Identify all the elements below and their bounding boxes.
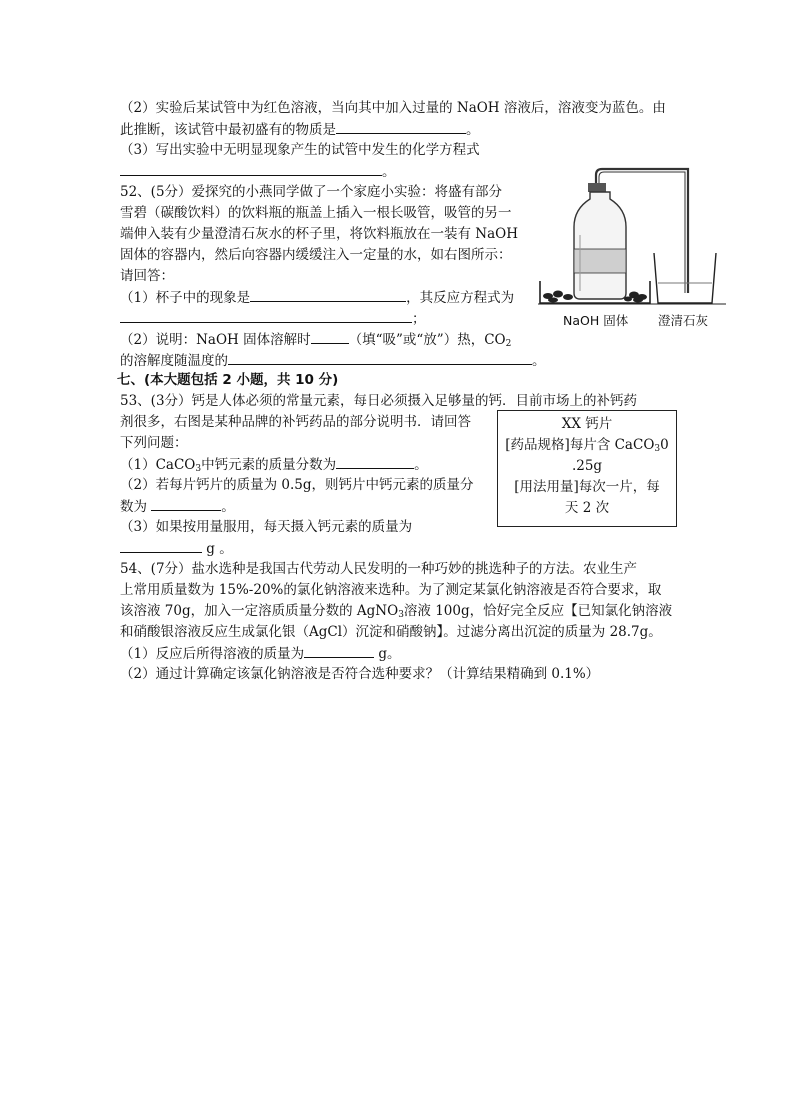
q52-part1: （1）杯子中的现象是 ，其反应方程式为: [120, 287, 514, 308]
section-7-title: 七、(本大题包括 2 小题，共 10 分): [117, 372, 339, 388]
tablet-title: XX 钙片: [561, 416, 613, 432]
experiment-figure: [538, 165, 728, 335]
q51-answer-blank[interactable]: [336, 119, 466, 134]
q51-equation-blank[interactable]: [120, 161, 382, 176]
q53-part2: （2）若每片钙片的质量为 0.5g，则钙片中钙元素的质量分: [120, 477, 474, 493]
q51-part3-line2: 。: [120, 161, 396, 182]
q53-calcium-fraction-blank[interactable]: [151, 496, 221, 511]
tablet-usage-cont: 天 2 次: [564, 500, 610, 516]
calcium-tablet-label-box: [497, 410, 677, 527]
tablet-usage: [用法用量]每次一片，每: [514, 479, 660, 495]
limewater-label: 澄清石灰: [658, 313, 709, 328]
q53-daily-mass-blank[interactable]: [120, 538, 202, 553]
q52-line3: 端伸入装有少量澄清石灰水的杯子里，将饮料瓶放在一装有 NaOH: [120, 226, 518, 242]
tablet-spec-cont: .25g: [571, 458, 603, 474]
bottle-apparatus-illustration: [538, 165, 728, 315]
q54-line3: 该溶液 70g，加入一定溶质质量分数的 AgNO$_3$溶液 100g，恰好完全反应【已知氯化钠溶液: [120, 603, 673, 620]
q52-heat-blank[interactable]: [311, 329, 349, 344]
q53-line1: 53、(3分）钙是人体必须的常量元素，每日必须摄入足够量的钙．目前市场上的补钙药: [120, 393, 638, 409]
q51-part2-text: 此推断，该试管中最初盛有的物质是: [120, 122, 336, 138]
q54-solution-mass-blank[interactable]: [304, 643, 374, 658]
q53-part3: （3）如果按用量服用，每天摄入钙元素的质量为: [120, 519, 413, 535]
q53-part2-line2: 数为 。: [120, 496, 235, 517]
tablet-spec: [药品规格]每片含 CaCO$_3$0: [505, 437, 669, 454]
q54-part1: （1）反应后所得溶液的质量为 g。: [120, 643, 401, 664]
q52-part3: 的溶解度随温度的 。: [120, 350, 546, 371]
q54-line1: 54、(7分）盐水选种是我国古代劳动人民发明的一种巧妙的挑选种子的方法。农业生产: [120, 561, 638, 577]
q52-line1: 52、(5分）爱探究的小燕同学做了一个家庭小实验：将盛有部分: [120, 184, 503, 200]
q51-part2-line2: 此推断，该试管中最初盛有的物质是 。: [120, 119, 480, 140]
q52-part2: （2）说明：NaOH 固体溶解时 （填“吸”或“放”）热，$CO_2$: [120, 329, 511, 350]
q54-line4: 和硝酸银溶液反应生成氯化银（AgCl）沉淀和硝酸钠】。过滤分离出沉淀的质量为 28.7g。: [120, 624, 662, 640]
q52-line4: 固体的容器内，然后向容器内缓缓注入一定量的水，如右图所示：: [120, 247, 512, 263]
naoh-solid-label: NaOH 固体: [563, 313, 629, 328]
q52-part1-line2: ；: [120, 308, 426, 329]
q53-line2: 剂很多，右图是某种品牌的补钙药品的部分说明书．请回答: [120, 414, 471, 430]
q51-part2-line1: （2）实验后某试管中为红色溶液，当向其中加入过量的 NaOH 溶液后，溶液变为蓝色。由: [120, 100, 666, 116]
q52-line5: 请回答：: [120, 268, 174, 284]
q51-part3-line1: （3）写出实验中无明显现象产生的试管中发生的化学方程式: [120, 142, 480, 158]
q53-line3: 下列问题：: [120, 435, 188, 451]
q54-part2: （2）通过计算确定该氯化钠溶液是否符合选种要求？（计算结果精确到 0.1%）: [120, 666, 600, 682]
q52-solubility-blank[interactable]: [228, 350, 532, 365]
q54-line2: 上常用质量数为 15%-20%的氯化钠溶液来选种。为了测定某氯化钠溶液是否符合要求，取: [120, 582, 662, 598]
q53-part3-line2: g 。: [120, 538, 233, 559]
q53-part1: （1）CaCO$_3$中钙元素的质量分数为 。: [120, 454, 428, 475]
q53-fraction-blank[interactable]: [336, 454, 414, 469]
q52-line2: 雪碧（碳酸饮料）的饮料瓶的瓶盖上插入一根长吸管，吸管的另一: [120, 205, 512, 221]
q52-phenomenon-blank[interactable]: [250, 287, 406, 302]
q52-equation-blank[interactable]: [120, 308, 412, 323]
